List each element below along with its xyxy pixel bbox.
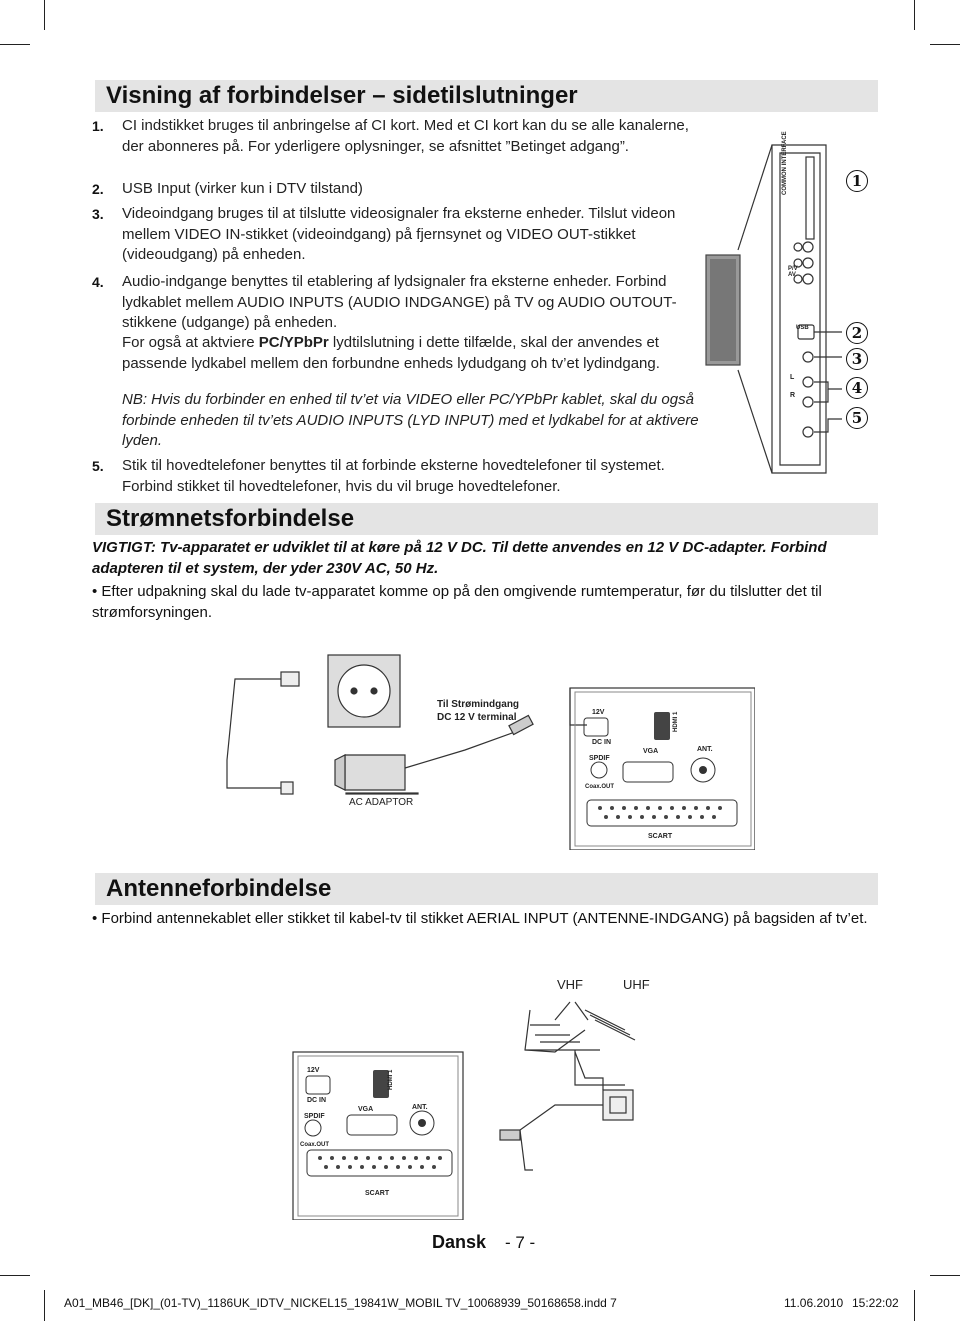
panel-coax-label: Coax.OUT xyxy=(300,1142,330,1148)
crop-mark xyxy=(930,1275,960,1276)
crop-mark xyxy=(914,1290,915,1321)
ci-slot-label: COMMON INTERFACE xyxy=(782,131,788,195)
pc-text-post: lydtilslutning i dette tilfælde, skal der anvendes et passende lydkabel mellem den forbundne enheds lydudgang oh tv’et lydindgang. xyxy=(122,334,660,372)
list-number: 1. xyxy=(92,118,104,134)
l-label: L xyxy=(790,374,795,381)
list-item-text: USB Input (virker kun i DTV tilstand) xyxy=(122,180,363,197)
usb-label: USB xyxy=(796,325,809,331)
pc-text-bold: PC/YPbPr xyxy=(258,334,329,351)
callout-4: 4 xyxy=(846,377,868,399)
section-title: Antenneforbindelse xyxy=(106,875,332,902)
list-item-text: Videoindgang bruges til at tilslutte videosignaler fra eksterne enheder. Tilslut videon mellem VIDEO IN-stikket (videoindgang) på fjernsynet og VIDEO OUT-stikket (videoudgang) på enheden. xyxy=(122,205,676,263)
file-name: A01_MB46_[DK]_(01-TV)_1186UK_IDTV_NICKEL15_19841W_MOBIL TV_10068939_50168658.indd 7 xyxy=(64,1296,617,1310)
print-date: 11.06.2010 xyxy=(784,1296,844,1310)
panel-hdmi-label: HDMI 1 xyxy=(673,711,679,732)
list-number: 2. xyxy=(92,181,104,197)
bullet-text: • Forbind antennekablet eller stikket til kabel-tv til stikket AERIAL INPUT (ANTENNE-INDGANG) på bagsiden af tv’et. xyxy=(92,910,868,927)
panel-spdif-label: SPDIF xyxy=(304,1113,325,1120)
page-number: - 7 - xyxy=(505,1233,536,1252)
note-text: NB: Hvis du forbinder en enhed til tv’et via VIDEO eller PC/YPbPr kablet, skal du også forbinde enheden til tv’ets AUDIO INPUTS (LYD INPUT) med et lydkabel for at aktivere lyden. xyxy=(122,391,699,449)
list-number: 4. xyxy=(92,274,104,290)
pc-text-pre: For også at aktviere xyxy=(122,334,259,351)
uhf-label: UHF xyxy=(623,977,650,992)
crop-mark xyxy=(930,44,960,45)
panel-hdmi-label: HDMI 1 xyxy=(388,1069,394,1090)
panel-coax-label: Coax.OUT xyxy=(585,784,615,790)
list-item-paragraph xyxy=(122,333,702,374)
panel-vga-label: VGA xyxy=(643,748,659,755)
panel-ant-label: ANT. xyxy=(412,1104,428,1111)
list-item-text: Stik til hovedtelefoner benyttes til at forbinde eksterne hovedtelefoner til systemet. Forbind stikket til hovedtelefoner, hvis du vil bruge hovedtelefoner. xyxy=(122,457,665,495)
callout-1: 1 xyxy=(846,170,868,192)
bullet-text: • Efter udpakning skal du lade tv-apparatet komme op på den omgivende rumtemperatur, før du tilslutter det til strømforsyningen. xyxy=(92,583,822,621)
panel-12v-label: 12V xyxy=(592,709,605,716)
crop-mark xyxy=(44,0,45,30)
crop-mark xyxy=(0,1275,30,1276)
panel-scart-label: SCART xyxy=(365,1190,390,1197)
section-title: Visning af forbindelser – sidetilslutninger xyxy=(106,82,578,109)
list-item-text: CI indstikket bruges til anbringelse af CI kort. Med et CI kort kan du se alle kanalerne, der abonneres på. For yderligere oplysninger, se afsnittet ”Betinget adgang”. xyxy=(122,117,689,155)
crop-mark xyxy=(914,0,915,30)
print-time: 15:22:02 xyxy=(852,1296,899,1310)
callout-5: 5 xyxy=(846,407,868,429)
pav-label: P/V AV xyxy=(788,266,798,278)
warning-text: VIGTIGT: Tv-apparatet er udviklet til at køre på 12 V DC. Til dette anvendes en 12 V DC-adapter. Forbind adapteren til et system, der yder 230V AC, 50 Hz. xyxy=(92,539,827,577)
vhf-label: VHF xyxy=(557,977,583,992)
panel-scart-label: SCART xyxy=(648,833,673,840)
language-label: Dansk xyxy=(432,1232,487,1252)
r-label: R xyxy=(790,392,796,399)
list-number: 3. xyxy=(92,206,104,222)
panel-ant-label: ANT. xyxy=(697,746,713,753)
panel-dcin-label: DC IN xyxy=(307,1097,327,1104)
panel-12v-label: 12V xyxy=(307,1067,320,1074)
panel-spdif-label: SPDIF xyxy=(589,755,610,762)
adaptor-label: AC ADAPTOR xyxy=(349,797,414,808)
panel-dcin-label: DC IN xyxy=(592,739,612,746)
section-title: Strømnetsforbindelse xyxy=(106,505,355,532)
list-item-text: Audio-indgange benyttes til etablering af lydsignaler fra eksterne enheder. Forbind lydkablet mellem AUDIO INPUTS (AUDIO INDGANGE) på TV og AUDIO OUTOUT-stikkene (udgange) på enheden. xyxy=(122,273,677,331)
callout-text: Til Strømindgang DC 12 V terminal xyxy=(437,699,520,723)
antenna-connection-diagram xyxy=(285,990,645,1220)
crop-mark xyxy=(44,1290,45,1321)
panel-vga-label: VGA xyxy=(358,1106,374,1113)
callout-3: 3 xyxy=(846,348,868,370)
list-number: 5. xyxy=(92,458,104,474)
power-connection-diagram xyxy=(215,640,755,850)
callout-2: 2 xyxy=(846,322,868,344)
crop-mark xyxy=(0,44,30,45)
